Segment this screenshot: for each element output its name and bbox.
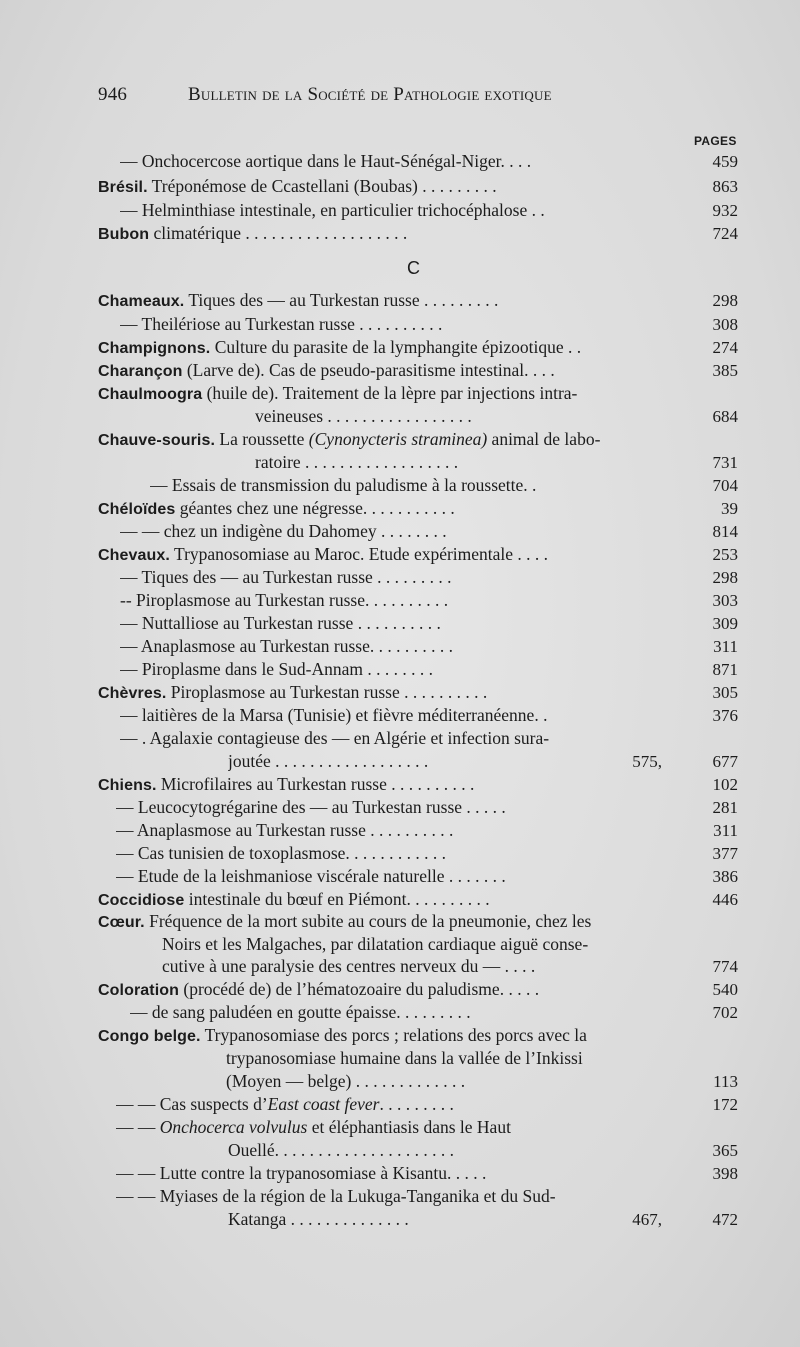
entry-description: — Etude de la leishmaniose viscérale naturelle . . . . . . . (116, 866, 506, 886)
entry-page-number: 113 (713, 1072, 738, 1091)
index-entry (0, 796, 800, 819)
entry-text (255, 451, 700, 474)
entry-text (98, 222, 700, 245)
entry-text (116, 1093, 700, 1116)
entry-description: — laitières de la Marsa (Tunisie) et fièvre méditerranéenne. . (120, 705, 548, 725)
index-entry (0, 497, 800, 520)
entry-page-number: 932 (712, 201, 738, 220)
entry-text (228, 1208, 650, 1231)
entry-description: — Onchocercose aortique dans le Haut-Sénégal-Niger. . . . (120, 151, 532, 171)
entry-description: Trypanosomiase des porcs ; relations des porcs avec la (200, 1025, 587, 1045)
index-entry (0, 704, 800, 727)
entry-page-number: 774 (712, 957, 738, 976)
entry-page-number: 684 (712, 407, 738, 426)
entry-page-number: 281 (712, 798, 738, 817)
index-entry (0, 978, 800, 1001)
entry-page-number: 311 (713, 637, 738, 656)
entry-page-number: 459 (712, 152, 738, 171)
entry-text (98, 888, 700, 911)
entry-text (120, 199, 700, 222)
index-entry (0, 612, 800, 635)
index-entry (0, 1116, 800, 1139)
entry-text (120, 704, 700, 727)
entry-description: Culture du parasite de la lymphangite épizootique . . (210, 337, 582, 357)
entry-page-number: 311 (713, 821, 738, 840)
entry-description: — Anaplasmose au Turkestan russe. . . . . . . . . . (120, 636, 453, 656)
entry-page-number: 298 (712, 291, 738, 310)
entry-page-number: 724 (712, 224, 738, 243)
entry-text (162, 955, 700, 978)
index-entry (0, 933, 800, 956)
entry-italic: Onchocerca volvulus (159, 1117, 308, 1137)
entry-description: — Leucocytogrégarine des — au Turkestan russe . . . . . (116, 797, 506, 817)
entry-page-number: 376 (712, 706, 738, 725)
entry-description: Ouellé. . . . . . . . . . . . . . . . . . . . . (228, 1140, 455, 1160)
entry-description: cutive à une paralysie des centres nerveux du — . . . . (162, 956, 536, 976)
entry-description: — . Agalaxie contagieuse des — en Algérie et infection sura- (120, 728, 550, 748)
entry-description: -- Piroplasmose au Turkestan russe. . . . . . . . . . (120, 590, 449, 610)
entry-page-number: 731 (712, 453, 738, 472)
entry-page-number-secondary: 575, (632, 752, 662, 771)
entry-text (116, 1116, 700, 1139)
entry-description: — Helminthiase intestinale, en particulier trichocéphalose . . (120, 200, 545, 220)
entry-text (98, 681, 700, 704)
index-entry (0, 1139, 800, 1162)
entry-description: ratoire . . . . . . . . . . . . . . . . . . (255, 452, 459, 472)
running-title: Bulletin de la Société de Pathologie exotique (188, 84, 552, 105)
entry-text (120, 727, 700, 750)
index-entry (0, 175, 800, 198)
index-entry (0, 1162, 800, 1185)
entry-keyword: Cœur. (98, 914, 145, 931)
entry-text (255, 405, 700, 428)
entry-description: — Cas tunisien de toxoplasmose. . . . . . . . . . . . (116, 843, 447, 863)
entry-description: — Essais de transmission du paludisme à la roussette. . (150, 475, 537, 495)
entry-description: — — (116, 1117, 160, 1137)
index-entry (0, 1093, 800, 1116)
entry-keyword: Charançon (98, 363, 183, 380)
entry-page-number: 702 (712, 1003, 738, 1022)
entry-page-number: 298 (712, 568, 738, 587)
entry-page-number: 365 (712, 1141, 738, 1160)
entry-description: — — chez un indigène du Dahomey . . . . . . . . (120, 521, 447, 541)
entry-page-number: 814 (712, 522, 738, 541)
entry-page-number: 253 (712, 545, 738, 564)
entry-description: Trypanosomiase au Maroc. Etude expérimentale . . . . (169, 544, 549, 564)
index-entry (0, 336, 800, 359)
entry-keyword: Chiens. (98, 777, 157, 794)
entry-page-number: 472 (712, 1210, 738, 1229)
index-entry (0, 313, 800, 336)
entry-text (150, 474, 700, 497)
entry-page-number-secondary: 467, (632, 1210, 662, 1229)
entry-text (98, 910, 700, 933)
entry-text (98, 336, 700, 359)
entry-page-number: 677 (712, 752, 738, 771)
index-entry (0, 520, 800, 543)
entry-text (98, 289, 700, 312)
index-entry (0, 1047, 800, 1070)
entry-description: Noirs et les Malgaches, par dilatation cardiaque aiguë conse- (162, 934, 589, 954)
index-entry (0, 150, 800, 173)
entry-text (120, 520, 700, 543)
index-entry (0, 543, 800, 566)
index-entry (0, 910, 800, 933)
index-entry (0, 635, 800, 658)
entry-text (98, 428, 700, 451)
index-entry (0, 727, 800, 750)
entry-text (130, 1001, 700, 1024)
index-entry (0, 1185, 800, 1208)
entry-page-number: 863 (712, 177, 738, 196)
entry-description: — Theilériose au Turkestan russe . . . . . . . . . . (120, 314, 443, 334)
entry-keyword: Chameaux. (98, 293, 185, 310)
index-entry (0, 1070, 800, 1093)
entry-page-number: 303 (712, 591, 738, 610)
entry-description: (Moyen — belge) . . . . . . . . . . . . . (226, 1071, 466, 1091)
index-entry (0, 405, 800, 428)
index-entry (0, 589, 800, 612)
entry-page-number: 274 (712, 338, 738, 357)
index-entry (0, 222, 800, 245)
entry-description: trypanosomiase humaine dans la vallée de l’Inkissi (226, 1048, 583, 1068)
entry-page-number: 305 (712, 683, 738, 702)
index-entry (0, 382, 800, 405)
entry-page-number: 39 (721, 499, 738, 518)
entry-page-number: 309 (712, 614, 738, 633)
entry-text (162, 933, 700, 956)
entry-text (120, 635, 700, 658)
entry-page-number: 871 (712, 660, 738, 679)
index-entry (0, 566, 800, 589)
index-entry (0, 773, 800, 796)
entry-text (98, 497, 700, 520)
entry-description-cont: . . . . . . . . . (379, 1094, 454, 1114)
entry-description: — Piroplasme dans le Sud-Annam . . . . . . . . (120, 659, 434, 679)
entry-italic: East coast fever (267, 1094, 380, 1114)
entry-page-number: 446 (712, 890, 738, 909)
entry-description: géantes chez une négresse. . . . . . . . . . . (175, 498, 455, 518)
index-entry (0, 199, 800, 222)
entry-text (116, 796, 700, 819)
entry-description: — Tiques des — au Turkestan russe . . . . . . . . . (120, 567, 452, 587)
entry-page-number: 377 (712, 844, 738, 863)
entry-keyword: Congo belge. (98, 1028, 201, 1045)
entry-description: climatérique . . . . . . . . . . . . . . . . . . . (149, 223, 408, 243)
entry-page-number: 308 (712, 315, 738, 334)
index-entry (0, 428, 800, 451)
entry-text (98, 543, 700, 566)
entry-text (98, 175, 700, 198)
entry-text (120, 313, 700, 336)
index-entry (0, 842, 800, 865)
entry-description: Fréquence de la mort subite au cours de la pneumonie, chez les (144, 911, 592, 931)
entry-text (98, 359, 700, 382)
entry-description: joutée . . . . . . . . . . . . . . . . . . (228, 751, 429, 771)
entry-text (120, 150, 700, 173)
entry-text (120, 589, 700, 612)
index-entry (0, 474, 800, 497)
entry-text (226, 1047, 700, 1070)
entry-keyword: Coccidiose (98, 892, 185, 909)
section-letter: C (407, 258, 420, 278)
index-entry (0, 750, 800, 773)
entry-italic: (Cynonycteris straminea) (308, 429, 488, 449)
entry-description: — Anaplasmose au Turkestan russe . . . . . . . . . . (116, 820, 454, 840)
entry-description: Tréponémose de Ccastellani (Boubas) . . . . . . . . . (147, 176, 497, 196)
index-entry (0, 865, 800, 888)
entry-description: — Nuttalliose au Turkestan russe . . . . . . . . . . (120, 613, 441, 633)
index-entry (0, 681, 800, 704)
entry-description: Katanga . . . . . . . . . . . . . . (228, 1209, 409, 1229)
entry-text (116, 1162, 700, 1185)
entry-page-number: 172 (712, 1095, 738, 1114)
entry-description: Tiques des — au Turkestan russe . . . . . . . . . (184, 290, 499, 310)
index-entry (0, 451, 800, 474)
entry-keyword: Bubon (98, 226, 150, 243)
entry-description: — — Cas suspects d’ (116, 1094, 268, 1114)
entry-text (120, 612, 700, 635)
entry-description: — — Myiases de la région de la Lukuga-Tanganika et du Sud- (116, 1186, 556, 1206)
entry-keyword: Brésil. (98, 179, 148, 196)
index-entry (0, 888, 800, 911)
entry-page-number: 398 (712, 1164, 738, 1183)
entry-text (116, 842, 700, 865)
index-entry (0, 289, 800, 312)
index-entry (0, 819, 800, 842)
entry-keyword: Chevaux. (98, 547, 170, 564)
entry-text (116, 1185, 700, 1208)
entry-text (228, 1139, 700, 1162)
entry-description: Piroplasmose au Turkestan russe . . . . . . . . . . (166, 682, 488, 702)
entry-text (120, 566, 700, 589)
entry-text (98, 773, 700, 796)
entry-text (98, 978, 700, 1001)
entry-keyword: Chauve-souris. (98, 432, 215, 449)
entry-keyword: Chèvres. (98, 685, 167, 702)
entry-description: (procédé de) de l’hématozoaire du paludisme. . . . . (179, 979, 540, 999)
index-entry (0, 359, 800, 382)
entry-description: — — Lutte contre la trypanosomiase à Kisantu. . . . . (116, 1163, 487, 1183)
entry-page-number: 102 (712, 775, 738, 794)
entry-text (228, 750, 650, 773)
entry-keyword: Champignons. (98, 340, 211, 357)
entry-page-number: 385 (712, 361, 738, 380)
entry-text (120, 658, 700, 681)
entry-description: (Larve de). Cas de pseudo-parasitisme intestinal. . . . (182, 360, 555, 380)
entry-description: La roussette (215, 429, 309, 449)
pages-column-label: PAGES (694, 134, 737, 148)
entry-text (226, 1070, 700, 1093)
entry-text (116, 865, 700, 888)
entry-page-number: 704 (712, 476, 738, 495)
entry-page-number: 386 (712, 867, 738, 886)
entry-description: veineuses . . . . . . . . . . . . . . . . . (255, 406, 472, 426)
entry-keyword: Chéloïdes (98, 501, 176, 518)
index-entry (0, 1024, 800, 1047)
entry-text (116, 819, 700, 842)
page-number: 946 (98, 84, 128, 105)
entry-page-number: 540 (712, 980, 738, 999)
entry-keyword: Coloration (98, 982, 179, 999)
entry-description: Microfilaires au Turkestan russe . . . . . . . . . . (156, 774, 475, 794)
index-entry (0, 1001, 800, 1024)
index-entry (0, 1208, 800, 1231)
index-entry (0, 955, 800, 978)
entry-description-cont: et éléphantiasis dans le Haut (307, 1117, 511, 1137)
entry-description: — de sang paludéen en goutte épaisse. . . . . . . . . (130, 1002, 471, 1022)
index-entry (0, 658, 800, 681)
entry-text (98, 1024, 700, 1047)
entry-description: (huile de). Traitement de la lèpre par injections intra- (202, 383, 578, 403)
entry-text (98, 382, 700, 405)
entry-description: intestinale du bœuf en Piémont. . . . . . . . . . (184, 889, 490, 909)
entry-keyword: Chaulmoogra (98, 386, 203, 403)
entry-description-cont: animal de labo- (487, 429, 601, 449)
